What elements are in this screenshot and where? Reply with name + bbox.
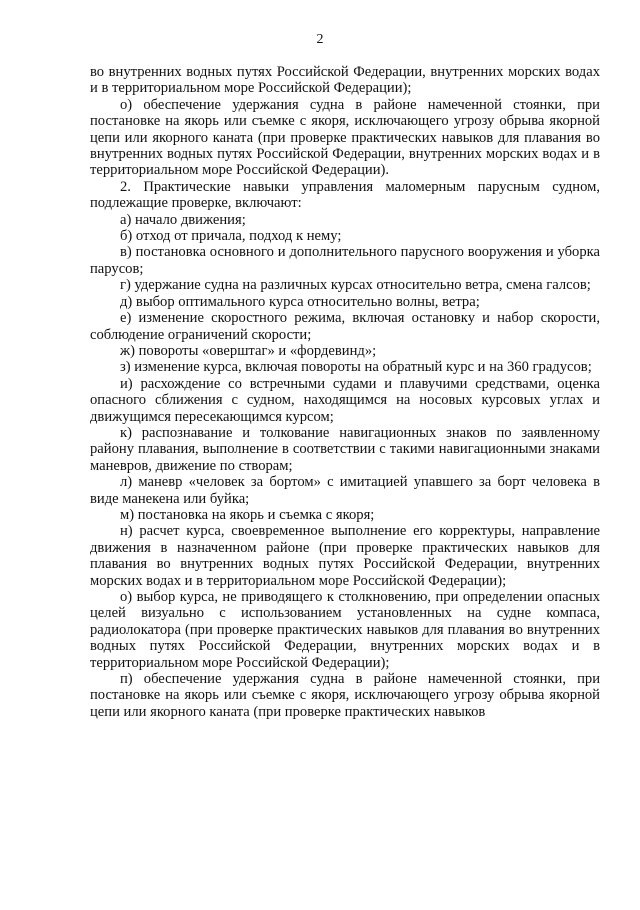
paragraph-item-o2: о) выбор курса, не приводящего к столкновению, при определении опасных целей визуально с использованием установленных на судне компаса, радиолокатора (при проверке практических навыков для плавания во внутренних водных путях Российской Федерации, внутренних морских водах и в территориальном море Российской Федерации); (90, 589, 600, 671)
paragraph-item-zh: ж) повороты «оверштаг» и «фордевинд»; (120, 342, 377, 359)
paragraph-item-o: о) обеспечение удержания судна в районе намеченной стоянки, при постановке на якорь или съемке с якоря, исключающего угрозу обрыва якорной цепи или якорного каната (при проверке практических навыков для плавания во внутренних водных путях Российской Федерации, внутренних морских водах и в территориальном море Российской Федерации). (90, 96, 600, 179)
paragraph-item-e: е) изменение скоростного режима, включая остановку и набор скорости, соблюдение ограничений скорости; (90, 310, 600, 343)
paragraph-section-2: 2. Практические навыки управления маломерным парусным судном, подлежащие проверке, включают: (90, 178, 600, 212)
paragraph-item-b: б) отход от причала, подход к нему; (120, 228, 342, 245)
page-number: 2 (316, 32, 324, 47)
paragraph-item-m: м) постановка на якорь и съемка с якоря; (120, 506, 375, 523)
paragraph-item-z: з) изменение курса, включая повороты на обратный курс и на 360 градусов; (120, 359, 592, 376)
paragraph-item-k: к) распознавание и толкование навигационных знаков по заявленному району плавания, выполнение в соответствии с такими навигационными знаками маневров, движение по створам; (90, 424, 600, 474)
paragraph-item-p: п) обеспечение удержания судна в районе намеченной стоянки, при постановке на якорь или съемке с якоря, исключающего угрозу обрыва якорной цепи или якорного каната (при проверке практических навыков (90, 671, 600, 720)
paragraph-item-d: д) выбор оптимального курса относительно волны, ветра; (120, 293, 480, 310)
paragraph-item-a: а) начало движения; (120, 211, 246, 228)
paragraph-item-g: г) удержание судна на различных курсах относительно ветра, смена галсов; (120, 277, 591, 294)
paragraph-item-n: н) расчет курса, своевременное выполнение его корректуры, направление движения в назначенном районе (при проверке практических навыков для плавания во внутренних водных путях Российской Федерации, внутренних морских водах и в территориальном море Российской Федерации); (90, 523, 600, 589)
paragraph-item-l: л) маневр «человек за бортом» с имитацией упавшего за борт человека в виде манекена или буйка; (90, 474, 600, 507)
paragraph-continuation: во внутренних водных путях Российской Федерации, внутренних морских водах и в территориальном море Российской Федерации); (90, 64, 600, 97)
paragraph-item-i: и) расхождение со встречными судами и плавучими средствами, оценка опасного сближения с судном, находящимся на носовых курсовых углах и движущимся пересекающимся курсом; (90, 375, 600, 425)
document-body (90, 64, 600, 720)
paragraph-item-v: в) постановка основного и дополнительного парусного вооружения и уборка парусов; (90, 244, 600, 277)
